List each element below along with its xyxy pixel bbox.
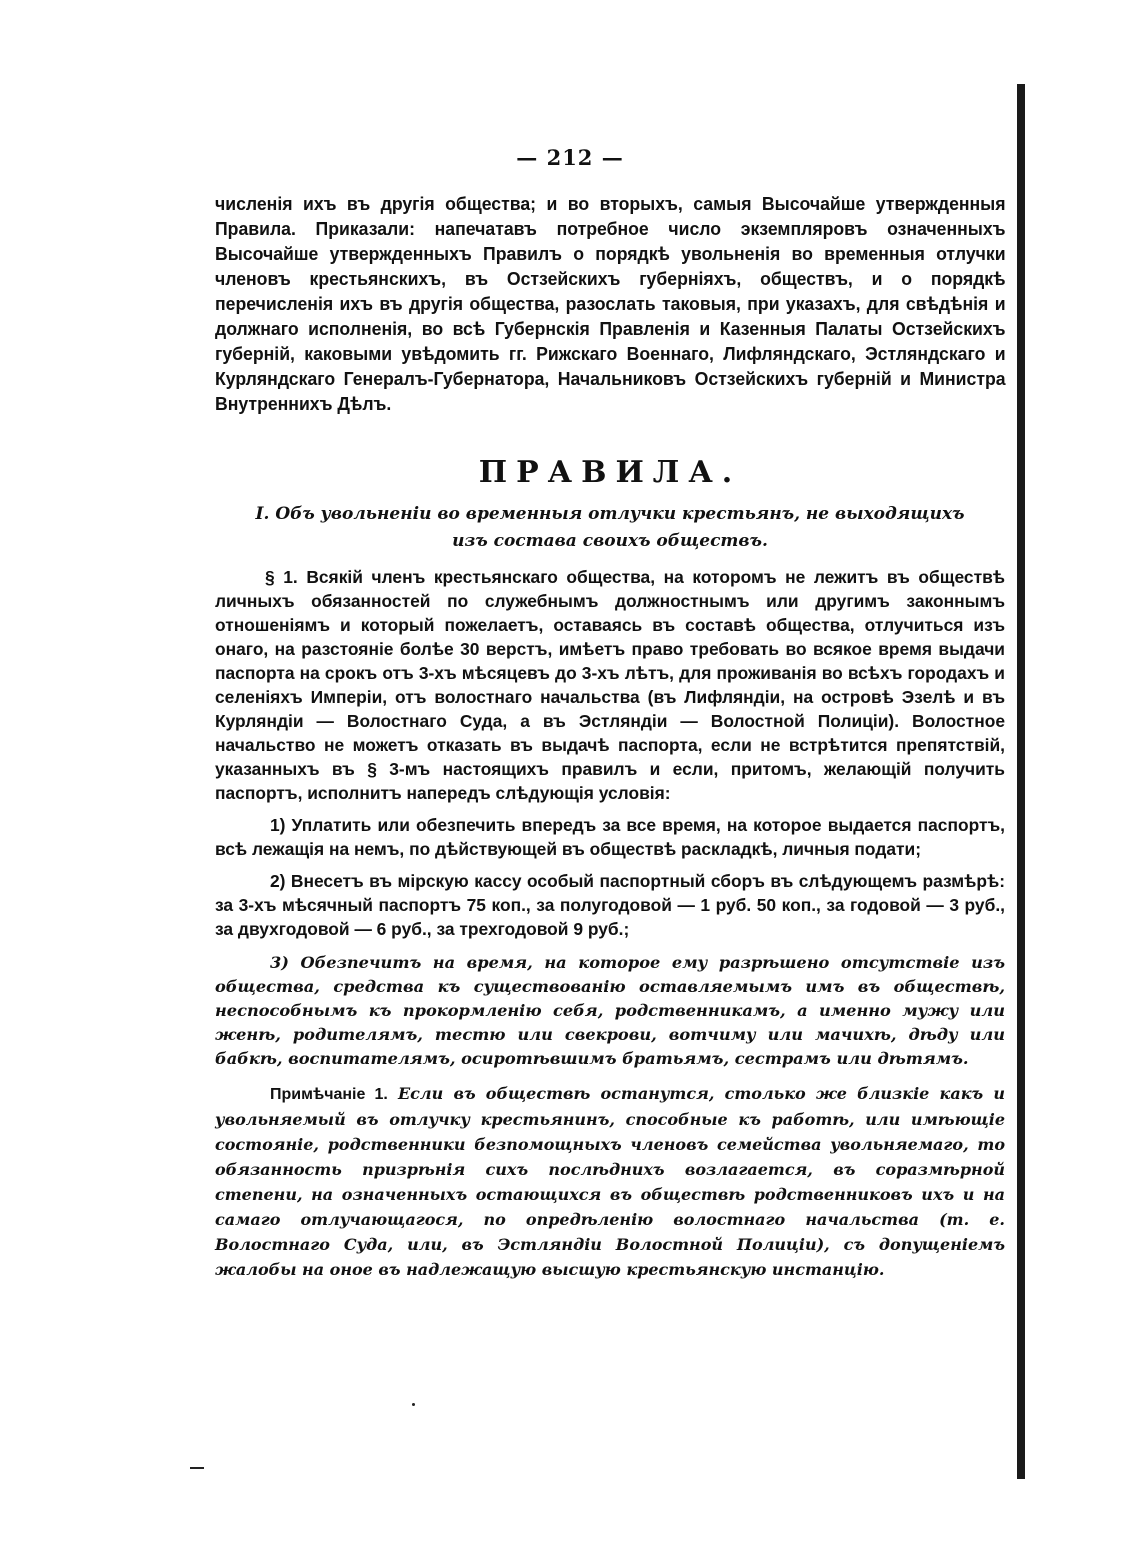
- page-number: — 212 —: [516, 145, 624, 170]
- note-1: [215, 1081, 1005, 1282]
- page-edge-rule: [1017, 84, 1025, 1479]
- scan-dot: [412, 1403, 415, 1406]
- intro-paragraph: численія ихъ въ другія общества; и во вторыхъ, самыя Высочайше утвержденныя Правила. Приказали: напечатавъ потребное число экземпляровъ означенныхъ Высочайше утвержденныхъ Правилъ о порядкѣ увольненія во временныя отлучки членовъ крестьянскихъ, въ Остзейскихъ губерніяхъ, обществъ, и о порядкѣ перечисленія ихъ въ другія общества, разослать таковыя, при указахъ, для свѣдѣнія и должнаго исполненія, во всѣ Губернскія Правленія и Казенныя Палаты Остзейскихъ губерній, каковыми увѣдомить гг. Рижскаго Военнаго, Лифляндскаго, Эстляндскаго и Курляндскаго Генералъ-Губернатора, Начальниковъ Остзейскихъ губерній и Министра Внутреннихъ Дѣлъ.: [215, 194, 1006, 414]
- page-body: [215, 192, 1005, 1282]
- note-label: Примѣчаніе 1.: [270, 1086, 388, 1103]
- condition-item-1: 1) Уплатить или обезпечить впередъ за все время, на которое выдается паспортъ, всѣ лежащія на немъ, по дѣйствующей въ обществѣ раскладкѣ, личныя подати;: [215, 815, 1005, 859]
- condition-item-2: 2) Внесетъ въ мірскую кассу особый паспортный сборъ въ слѣдующемъ размѣрѣ: за 3-хъ мѣсячный паспортъ 75 коп., за полугодовой — 1 руб. 50 коп., за годовой — 3 руб., за двухгодовой — 6 руб., за трехгодовой 9 руб.;: [215, 871, 1005, 939]
- section-title: ПРАВИЛА.: [478, 455, 742, 490]
- paragraph-1: § 1. Всякій членъ крестьянскаго общества, на которомъ не лежитъ въ обществѣ личныхъ обязанностей по служебнымъ должностнымъ или другимъ законнымъ отношеніямъ и который пожелаетъ, оставаясь въ составѣ общества, отлучиться изъ онаго, на разстояніе болѣе 30 верстъ, имѣетъ право требовать во всякое время выдачи паспорта на срокъ отъ 3-хъ мѣсяцевъ до 3-хъ лѣтъ, для проживанія во всѣхъ городахъ и селеніяхъ Имперіи, отъ волостнаго начальства (въ Лифляндіи, на островѣ Эзелѣ и въ Курляндіи — Волостнаго Суда, а въ Эстляндіи — Волостной Полиціи). Волостное начальство не можетъ отказать въ выдачѣ паспорта, если не встрѣтится препятствій, указанныхъ въ § 3-мъ настоящихъ правилъ и если, притомъ, желающій получить паспортъ, исполнитъ напередъ слѣдующія условія:: [215, 567, 1005, 803]
- condition-item-3: 3) Обезпечитъ на время, на которое ему разрѣшено отсутствіе изъ общества, средства къ существованію оставляемымъ имъ въ обществѣ, неспособнымъ къ прокормленію себя, родственникамъ, а именно мужу или женѣ, родителямъ, тестю или свекрови, вотчиму или мачихѣ, дѣду или бабкѣ, воспитателямъ, осиротѣвшимъ братьямъ, сестрамъ или дѣтямъ.: [215, 953, 1005, 1068]
- scan-mark: [190, 1467, 204, 1469]
- section-heading: I. Объ увольненіи во временныя отлучки крестьянъ, не выходящихъ изъ состава своихъ обществъ.: [255, 504, 965, 551]
- note-text: Если въ обществѣ останутся, столько же близкіе какъ и увольняемый въ отлучку крестьянинъ, способные къ работѣ, или имѣющіе состояніе, родственники безпомощныхъ членовъ семейства увольняемаго, то обязанность призрѣнія сихъ послѣднихъ возлагается, въ соразмѣрной степени, на означенныхъ остающихся въ обществѣ родственниковъ ихъ и на самаго отлучающагося, по опредѣленію волостнаго начальства (т. е. Волостнаго Суда, или, въ Эстляндіи Волостной Полиціи), съ допущеніемъ жалобы на оное въ надлежащую высшую крестьянскую инстанцію.: [215, 1084, 1005, 1279]
